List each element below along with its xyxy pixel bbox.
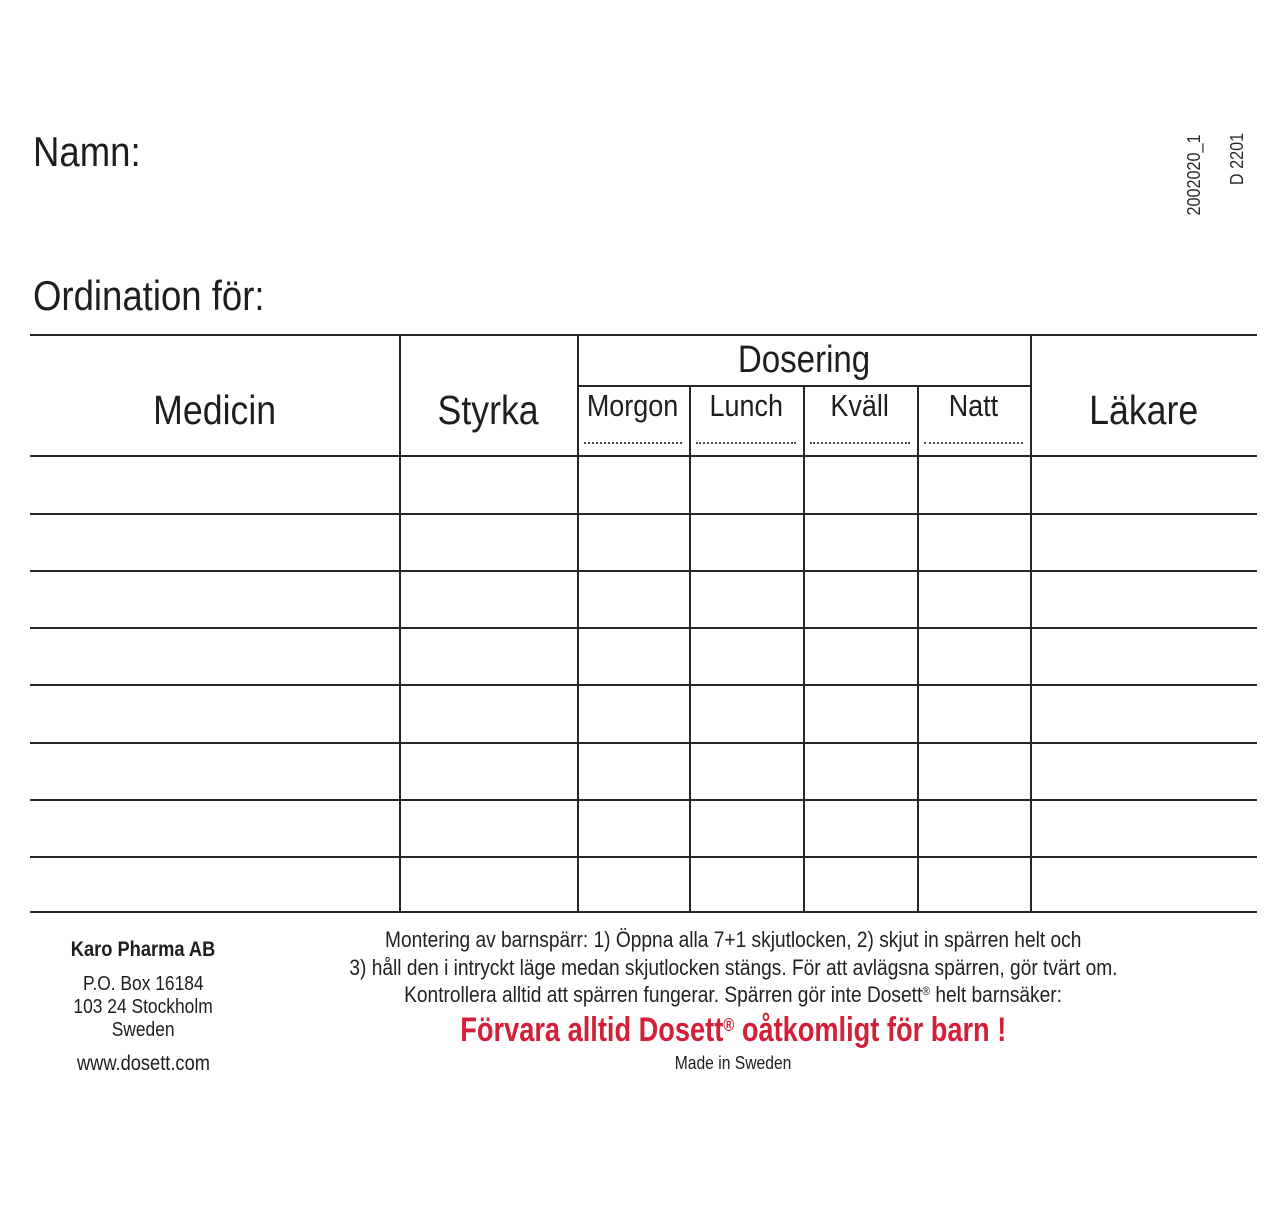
registered-trademark-symbol: ® [922, 984, 930, 999]
subheader-morgon [577, 385, 689, 456]
subheader-natt [917, 385, 1030, 456]
company-country: Sweden [111, 1019, 175, 1041]
row-separator-line [30, 684, 1257, 686]
warning-text: Förvara alltid Dosett® oåtkomligt för barn ! [459, 1011, 1007, 1049]
company-address-block [48, 938, 238, 1076]
row-separator-line [30, 799, 1257, 801]
company-website: www.dosett.com [76, 1052, 210, 1075]
column-header-lakare [1030, 334, 1257, 456]
subheader-lunch [689, 385, 803, 456]
row-separator-line [30, 742, 1257, 744]
lunch-header-text: Lunch [709, 388, 783, 423]
morgon-header-text: Morgon [587, 388, 679, 423]
medicin-header-text: Medicin [153, 386, 276, 433]
row-separator-line [30, 513, 1257, 515]
column-line-lunch-kvall [803, 385, 805, 913]
natt-header-text: Natt [948, 388, 999, 423]
ordination-for-label [33, 272, 299, 320]
name-label [33, 128, 157, 176]
table-bottom-border [30, 911, 1257, 913]
column-line-kvall-natt [917, 385, 919, 913]
lakare-header-text: Läkare [1088, 386, 1199, 433]
kvall-header-text: Kväll [830, 388, 890, 423]
row-separator-line [30, 627, 1257, 629]
print-code-vertical: 2002020_1 [1184, 134, 1204, 216]
subheader-kvall [803, 385, 917, 456]
column-header-styrka [399, 334, 577, 456]
ordination-for-label-text: Ordination för: [33, 272, 265, 319]
styrka-header-text: Styrka [437, 386, 539, 433]
product-code-vertical: D 2201 [1227, 132, 1247, 186]
instructions-line-3: Kontrollera alltid att spärren fungerar. Spärren gör inte Dosett® helt barnsäker: [404, 982, 1062, 1007]
company-name: Karo Pharma AB [70, 938, 216, 961]
made-in-label: Made in Sweden [674, 1053, 792, 1073]
row-separator-line [30, 570, 1257, 572]
row-separator-line [30, 856, 1257, 858]
column-header-medicin [30, 334, 399, 456]
child-lock-instructions [283, 926, 1183, 1013]
instructions-line-1: Montering av barnspärr: 1) Öppna alla 7+1 skjutlocken, 2) skjut in spärren helt och [384, 927, 1082, 952]
instructions-line-2: 3) håll den i intryckt läge medan skjutlocken stängs. För att avlägsna spärren, gör tvärt om. [348, 954, 1118, 980]
column-group-header-dosering [577, 336, 1032, 385]
ordination-table [30, 334, 1257, 913]
company-po-box: P.O. Box 16184 [82, 973, 204, 995]
registered-trademark-symbol: ® [722, 1013, 735, 1035]
name-label-text: Namn: [33, 128, 141, 175]
column-line-morgon-lunch [689, 385, 691, 913]
company-city: 103 24 Stockholm [73, 996, 213, 1018]
dosering-header-text: Dosering [738, 339, 871, 381]
